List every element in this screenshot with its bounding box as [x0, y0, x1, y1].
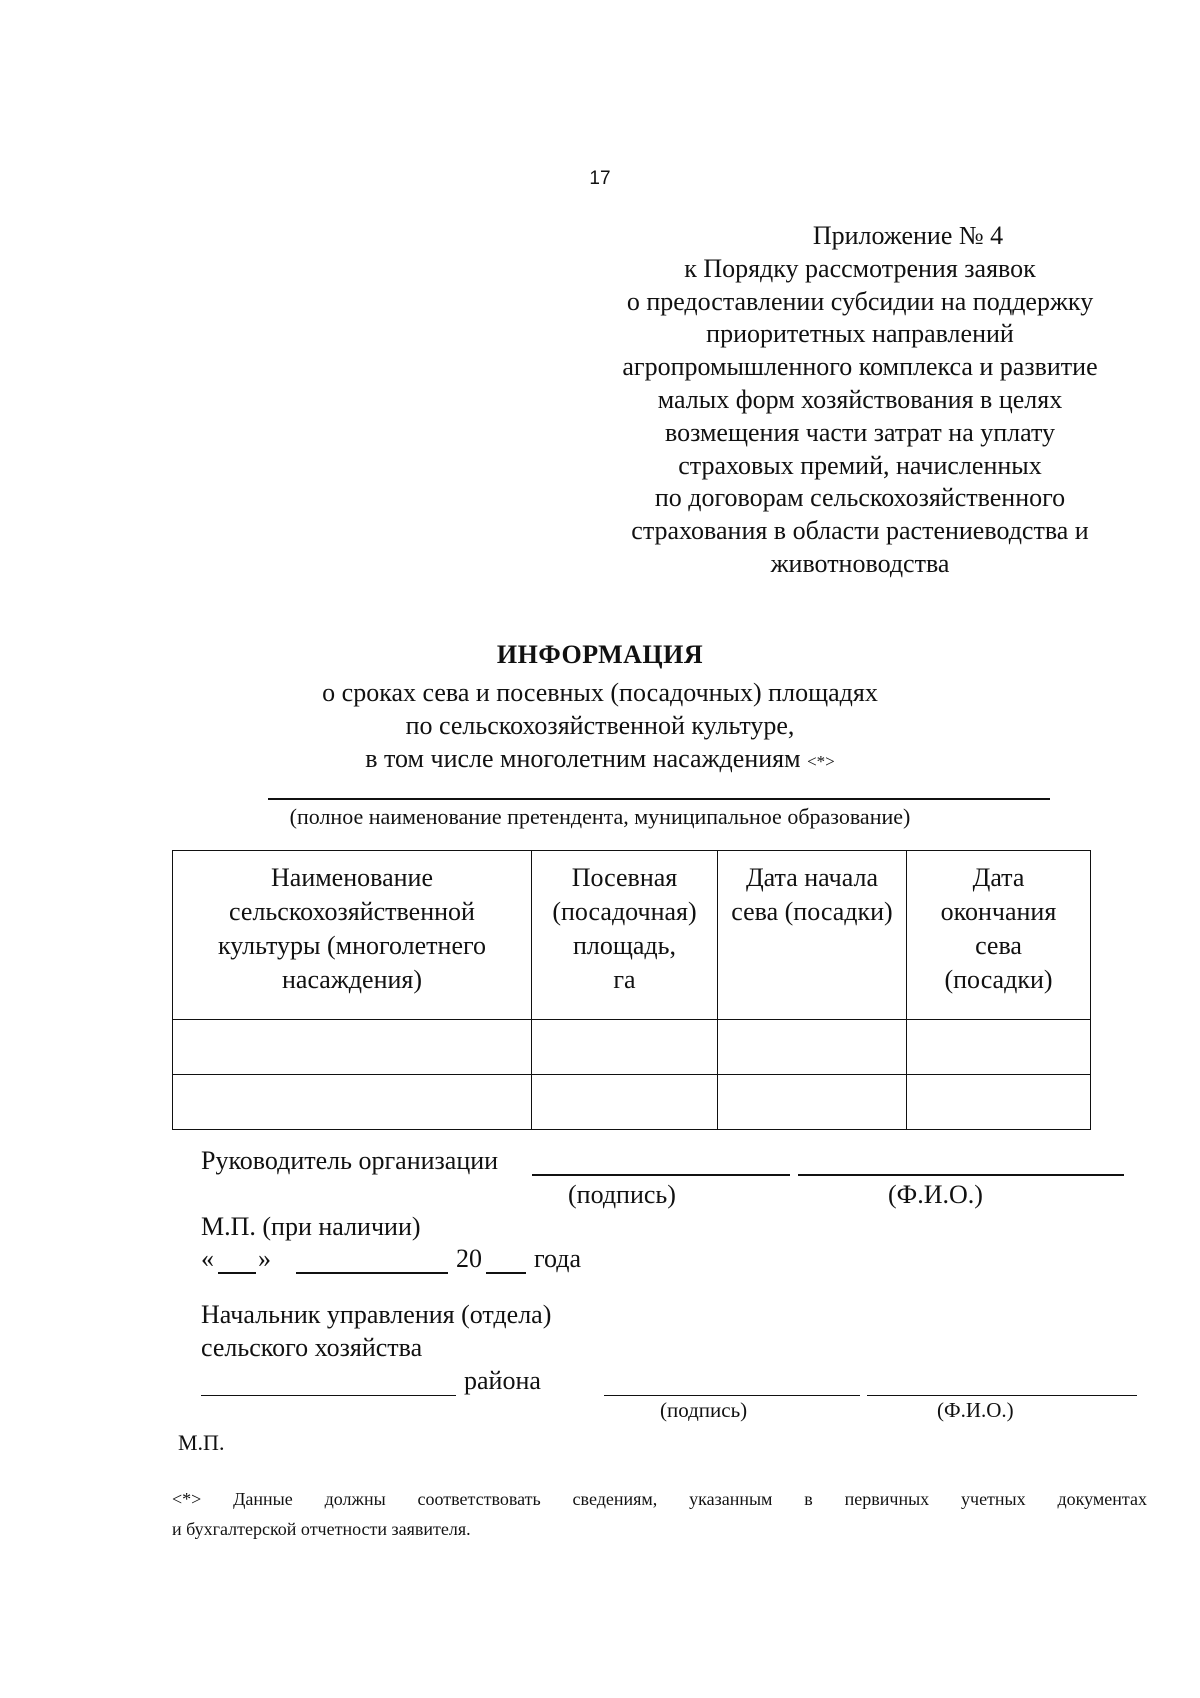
head-name-line[interactable]	[798, 1174, 1124, 1176]
header-text: га	[613, 965, 636, 994]
subtitle-line: по сельскохозяйственной культуре,	[405, 711, 795, 740]
appendix-line: к Порядку рассмотрения заявок	[684, 253, 1036, 283]
subtitle-line-3	[0, 742, 1200, 778]
appendix-line: возмещения части затрат на уплату	[664, 417, 1056, 447]
footnote-line-1: <*> Данные должны соответствовать сведениям, указанным в первичных учетных документах	[172, 1489, 1147, 1509]
footnote-marker: <*>	[807, 752, 835, 771]
appendix-line: о предоставлении субсидии на поддержку	[626, 286, 1094, 316]
table-cell[interactable]	[907, 1075, 1091, 1130]
appendix-line: страховых премий, начисленных	[678, 450, 1042, 480]
appendix-line: приоритетных направлений	[706, 319, 1014, 349]
year-prefix: 20	[456, 1244, 482, 1273]
appendix-line: малых форм хозяйствования в целях	[657, 384, 1063, 414]
header-area	[532, 851, 718, 1020]
table-cell[interactable]	[532, 1020, 718, 1075]
signature-caption-2: (подпись)	[660, 1398, 748, 1422]
district-name-line[interactable]	[201, 1395, 456, 1396]
header-text: (посадочная)	[552, 897, 697, 926]
date-open-quote: «	[201, 1244, 214, 1273]
table-cell[interactable]	[907, 1020, 1091, 1075]
header-text: площадь,	[572, 931, 677, 960]
chief-label-2: сельского хозяйства	[201, 1333, 423, 1362]
header-crop-name	[173, 851, 532, 1020]
header-text: Наименование	[271, 863, 433, 892]
table-cell[interactable]	[718, 1075, 907, 1130]
applicant-caption: (полное наименование претендента, муниципальное образование)	[289, 804, 911, 829]
sowing-table	[172, 850, 1091, 1130]
applicant-name-line[interactable]	[268, 798, 1050, 800]
header-text: Дата начала	[745, 863, 879, 892]
subtitle-line: о сроках сева и посевных (посадочных) площадях	[322, 678, 878, 707]
chief-signature-line[interactable]	[604, 1395, 860, 1396]
signature-caption: (подпись)	[568, 1180, 676, 1209]
name-caption-2: (Ф.И.О.)	[937, 1398, 1014, 1422]
appendix-line: животноводства	[770, 548, 950, 578]
header-text: Дата	[972, 863, 1025, 892]
header-end-date	[907, 851, 1091, 1020]
subtitle-line: в том числе многолетним насаждениям	[365, 744, 801, 773]
header-text: сева (посадки)	[731, 897, 893, 926]
table-header-row	[173, 851, 1091, 1020]
header-text: насаждения)	[281, 965, 423, 994]
header-text: Посевная	[571, 863, 678, 892]
header-start-date	[718, 851, 907, 1020]
district-label: района	[464, 1366, 541, 1395]
page-number: 17	[589, 168, 611, 189]
document-title: ИНФОРМАЦИЯ	[496, 640, 704, 669]
table-cell[interactable]	[532, 1075, 718, 1130]
table-cell[interactable]	[718, 1020, 907, 1075]
date-day-line[interactable]	[218, 1272, 256, 1274]
table-cell[interactable]	[173, 1075, 532, 1130]
appendix-line: по договорам сельскохозяйственного	[654, 483, 1066, 513]
chief-name-line[interactable]	[867, 1395, 1137, 1396]
name-caption: (Ф.И.О.)	[888, 1180, 983, 1209]
appendix-line: Приложение № 4	[812, 221, 1004, 250]
date-close-quote: »	[258, 1244, 271, 1273]
header-text: сева	[975, 931, 1022, 960]
table-row	[173, 1020, 1091, 1075]
document-subtitle	[0, 676, 1200, 778]
appendix-header	[600, 220, 1120, 581]
stamp-label-2: М.П.	[178, 1430, 225, 1455]
year-suffix: года	[534, 1244, 582, 1273]
appendix-line: агропромышленного комплекса и развитие	[622, 352, 1098, 382]
header-text: окончания	[940, 897, 1057, 926]
footnote-line-2: и бухгалтерской отчетности заявителя.	[172, 1519, 471, 1539]
header-text: культуры (многолетнего	[218, 931, 486, 960]
header-text: (посадки)	[944, 965, 1053, 994]
head-label: Руководитель организации	[201, 1146, 499, 1175]
header-text: сельскохозяйственной	[229, 897, 475, 926]
stamp-label: М.П. (при наличии)	[201, 1212, 421, 1241]
head-signature-line[interactable]	[532, 1174, 790, 1176]
table-row	[173, 1075, 1091, 1130]
appendix-line: страхования в области растениеводства и	[631, 516, 1089, 546]
date-year-line[interactable]	[486, 1272, 526, 1274]
chief-label: Начальник управления (отдела)	[201, 1300, 552, 1329]
date-month-line[interactable]	[296, 1272, 448, 1274]
table-cell[interactable]	[173, 1020, 532, 1075]
